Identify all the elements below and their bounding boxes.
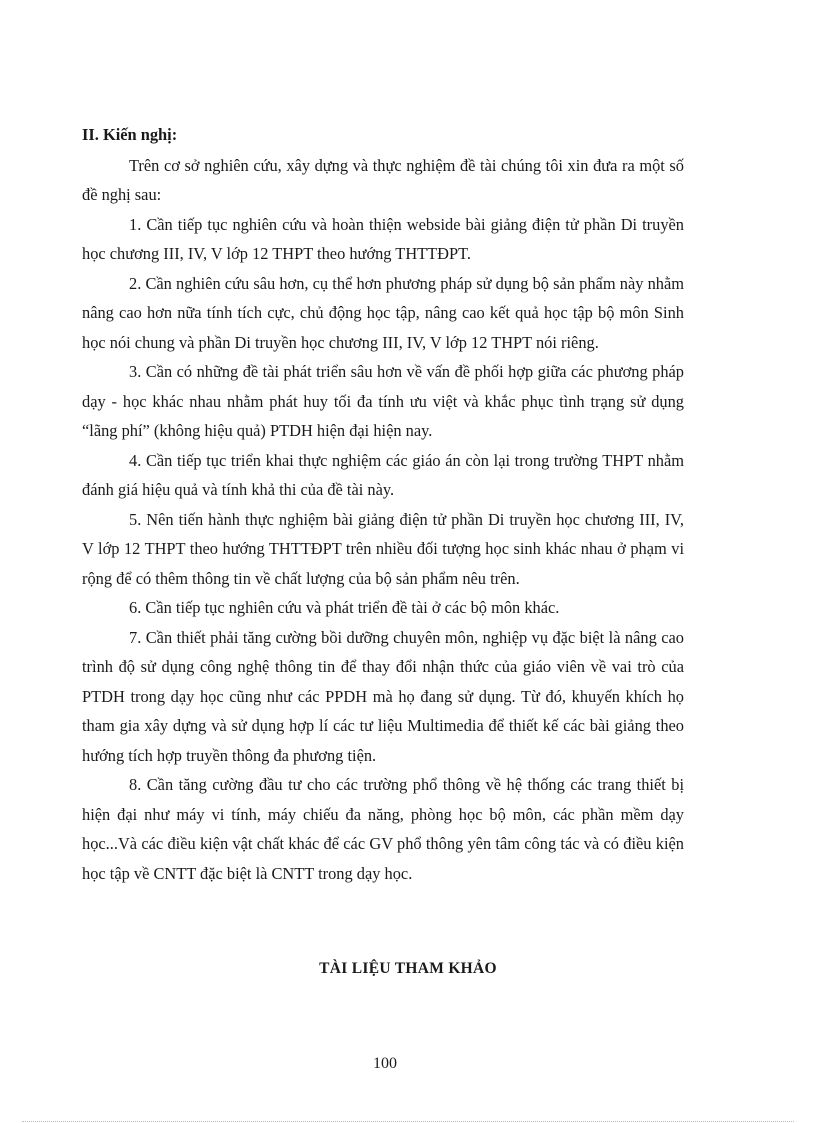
recommendation-4: 4. Cần tiếp tục triển khai thực nghiệm các giáo án còn lại trong trường THPT nhằm đánh giá hiệu quả và tính khả thi của đề tài này. — [82, 450, 684, 499]
recommendation-2: 2. Cần nghiên cứu sâu hơn, cụ thể hơn phương pháp sử dụng bộ sản phẩm này nhằm nâng cao hơn nữa tính tích cực, chủ động học tập, nâng cao kết quả học tập bộ môn Sinh học nói chung và phần Di truyền học chương III, IV, V lớp 12 THPT nói riêng. — [82, 273, 684, 352]
recommendations-section — [82, 120, 684, 888]
recommendation-1: 1. Cần tiếp tục nghiên cứu và hoàn thiện webside bài giảng điện tử phần Di truyền học chương III, IV, V lớp 12 THPT theo hướng THTTĐPT. — [82, 214, 684, 263]
page-bottom-divider — [22, 1121, 794, 1122]
recommendation-3: 3. Cần có những đề tài phát triển sâu hơn về vấn đề phối hợp giữa các phương pháp dạy - học khác nhau nhằm phát huy tối đa tính ưu việt và khắc phục tình trạng sử dụng “lãng phí” (không hiệu quả) PTDH hiện đại hiện nay. — [82, 362, 684, 440]
recommendation-8: 8. Cần tăng cường đầu tư cho các trường phổ thông về hệ thống các trang thiết bị hiện đại như máy vi tính, máy chiếu đa năng, phòng học bộ môn, các phần mềm dạy học...Và các điều kiện vật chất khác để các GV phổ thông yên tâm công tác và có điều kiện học tập về CNTT đặc biệt là CNTT trong dạy học. — [82, 775, 684, 883]
recommendation-6: 6. Cần tiếp tục nghiên cứu và phát triển đề tài ở các bộ môn khác. — [129, 598, 560, 617]
page-number: 100 — [373, 1055, 397, 1072]
references-title: TÀI LIỆU THAM KHẢO — [319, 960, 497, 977]
section-heading: II. Kiến nghị: — [82, 125, 178, 144]
recommendation-7: 7. Cần thiết phải tăng cường bồi dưỡng chuyên môn, nghiệp vụ đặc biệt là nâng cao trình độ sử dụng công nghệ thông tin để thay đổi nhận thức của giáo viên về vai trò của PTDH trong dạy học cũng như các PPDH mà họ đang sử dụng. Từ đó, khuyến khích họ tham gia xây dựng và sử dụng hợp lí các tư liệu Multimedia để thiết kế các bài giảng theo hướng tích hợp truyền thông đa phương tiện. — [82, 627, 684, 765]
recommendation-5: 5. Nên tiến hành thực nghiệm bài giảng điện tử phần Di truyền học chương III, IV, V lớp 12 THPT theo hướng THTTĐPT trên nhiều đối tượng học sinh khác nhau ở phạm vi rộng để có thêm thông tin về chất lượng của bộ sản phẩm nêu trên. — [82, 509, 684, 588]
intro-paragraph: Trên cơ sở nghiên cứu, xây dựng và thực nghiệm đề tài chúng tôi xin đưa ra một số đề nghị sau: — [82, 155, 684, 204]
